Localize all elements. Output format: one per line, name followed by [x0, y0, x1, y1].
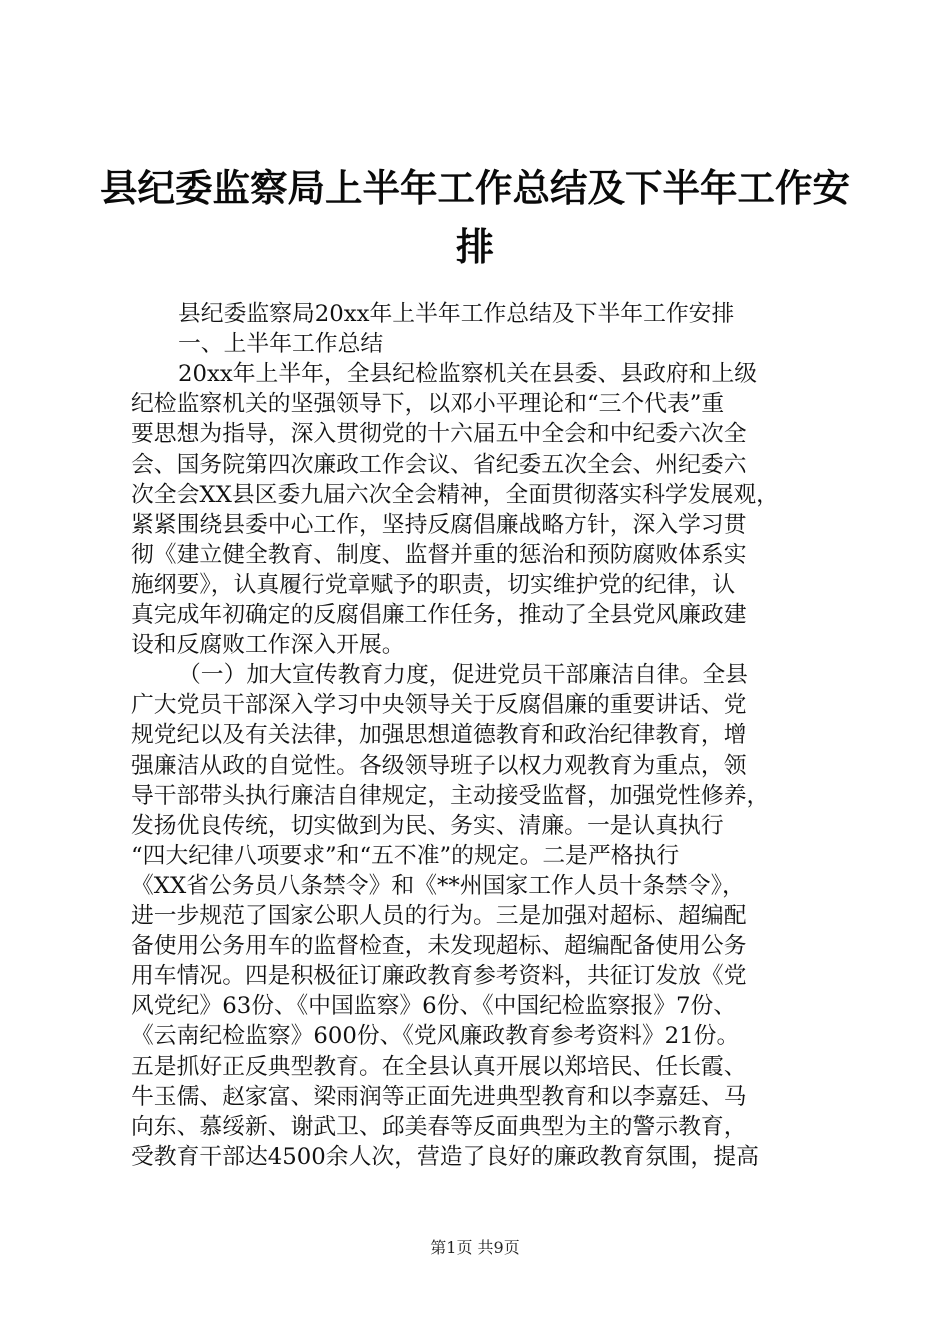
document-title-line-2: 排 [455, 225, 494, 269]
document-title-line-1: 县纪委监察局上半年工作总结及下半年工作安 [100, 166, 850, 210]
body-line: 风党纪》63份、《中国监察》6份、《中国纪检监察报》7份、 [131, 993, 737, 1020]
body-line: 次全会XX县区委九届六次全会精神，全面贯彻落实科学发展观， [131, 481, 779, 508]
body-line: “四大纪律八项要求”和“五不准”的规定。二是严格执行 [131, 842, 680, 869]
body-line: 县纪委监察局20xx年上半年工作总结及下半年工作安排 [178, 301, 735, 327]
body-line: 广大党员干部深入学习中央领导关于反腐倡廉的重要讲话、党 [131, 692, 747, 719]
body-line: 会、国务院第四次廉政工作会议、省纪委五次全会、州纪委六 [131, 451, 747, 478]
body-line: 20xx年上半年，全县纪检监察机关在县委、县政府和上级 [178, 361, 758, 388]
body-line: 备使用公务用车的监督检查，未发现超标、超编配备使用公务 [131, 933, 747, 960]
body-line: 牛玉儒、赵家富、梁雨润等正面先进典型教育和以李嘉廷、马 [131, 1083, 747, 1110]
body-line: 彻《建立健全教育、制度、监督并重的惩治和预防腐败体系实 [131, 541, 747, 568]
body-line: 进一步规范了国家公职人员的行为。三是加强对超标、超编配 [131, 903, 747, 929]
body-line: 向东、慕绥新、谢武卫、邱美春等反面典型为主的警示教育， [131, 1113, 747, 1140]
body-line: 五是抓好正反典型教育。在全县认真开展以郑培民、任长霞、 [131, 1053, 747, 1080]
body-line: 强廉洁从政的自觉性。各级领导班子以权力观教育为重点，领 [131, 752, 747, 779]
body-line: 纪检监察机关的坚强领导下，以邓小平理论和“三个代表”重 [131, 391, 725, 418]
body-line: 要思想为指导，深入贯彻党的十六届五中全会和中纪委六次全 [131, 421, 747, 448]
page-footer: 第1页 共9页 [430, 1238, 520, 1257]
body-line: （一）加大宣传教育力度，促进党员干部廉洁自律。全县 [178, 662, 748, 689]
body-line: 紧紧围绕县委中心工作，坚持反腐倡廉战略方针，深入学习贯 [131, 511, 747, 538]
body-line: 施纲要》，认真履行党章赋予的职责，切实维护党的纪律，认 [131, 571, 736, 598]
body-line: 《云南纪检监察》600份、《党风廉政教育参考资料》21份。 [131, 1023, 740, 1050]
body-line: 用车情况。四是积极征订廉政教育参考资料，共征订发放《党 [131, 963, 747, 990]
body-line: 设和反腐败工作深入开展。 [131, 632, 405, 659]
body-line: 规党纪以及有关法律，加强思想道德教育和政治纪律教育，增 [131, 722, 747, 749]
body-line: 导干部带头执行廉洁自律规定，主动接受监督，加强党性修养， [131, 782, 770, 809]
body-line: 发扬优良传统，切实做到为民、务实、清廉。一是认真执行 [131, 812, 724, 839]
body-line: 真完成年初确定的反腐倡廉工作任务，推动了全县党风廉政建 [131, 602, 747, 628]
body-line: 受教育干部达4500余人次，营造了良好的廉政教育氛围，提高 [131, 1143, 759, 1170]
body-line: 一、上半年工作总结 [178, 331, 384, 358]
body-line: 《XX省公务员八条禁令》和《**州国家工作人员十条禁令》， [131, 872, 745, 899]
